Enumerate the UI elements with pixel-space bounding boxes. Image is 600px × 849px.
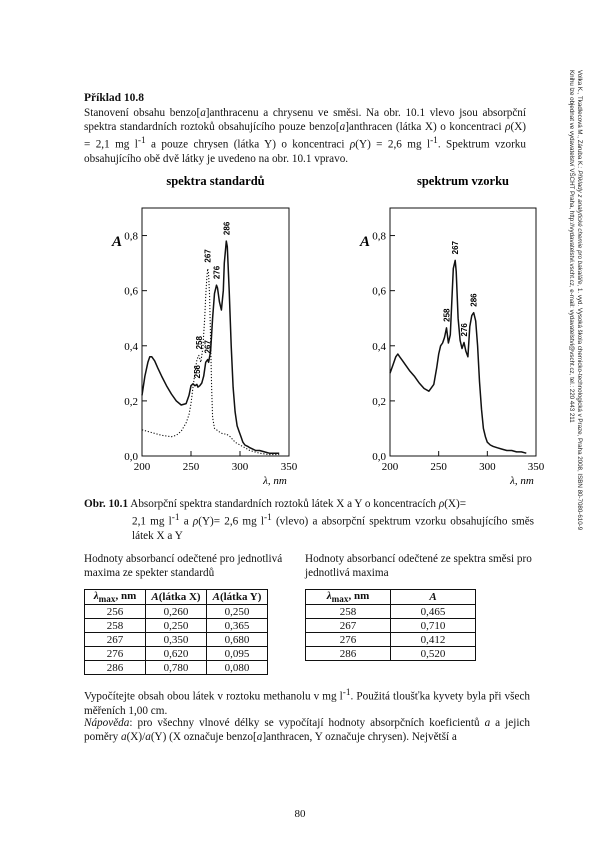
table-mixture-cell: 0,710 <box>391 619 476 633</box>
table-standards-cell: 0,780 <box>146 661 207 675</box>
table-standards-header-cell: A(látka Y) <box>207 590 268 605</box>
example-title: Příklad 10.8 <box>84 92 145 104</box>
hint-text: Nápověda: pro všechny vlnové délky se vypočítají hodnoty absorpčních koeficientů a a jejich poměry a(X)/a(Y) (X označuje benzo[a]anthracen, Y označuje chrysen). Největší a <box>84 717 530 744</box>
table-row <box>306 647 476 661</box>
table-mixture-header <box>306 590 476 605</box>
table-row <box>306 633 476 647</box>
table-mixture-cell: 0,520 <box>391 647 476 661</box>
y-tick-label: 0,4 <box>124 340 138 353</box>
y-tick-label: 0,0 <box>372 451 386 463</box>
chart-title: spektrum vzorku <box>416 174 510 188</box>
table-row <box>85 633 268 647</box>
peak-label: 258 <box>442 308 452 322</box>
table-standards-cell: 0,250 <box>146 619 207 633</box>
x-tick-label: 350 <box>527 461 545 473</box>
peak-label: 286 <box>469 293 479 307</box>
peak-label: 258 <box>194 336 204 350</box>
y-tick-label: 0,2 <box>372 395 386 408</box>
x-tick-label: 200 <box>381 461 399 473</box>
table-standards-cell: 286 <box>85 661 146 675</box>
x-tick-label: 300 <box>479 461 496 473</box>
x-tick-label: 350 <box>280 461 298 473</box>
table-mixture <box>305 589 476 661</box>
peak-label: 286 <box>222 221 232 236</box>
y-tick-label: 0,8 <box>124 230 138 243</box>
chart-panel-2 <box>359 174 545 487</box>
side-citation-text: Volka K., Tkadlecová M., Záruba K.: Příklady z analytické chemie pro bakaláře, 1. vyd. Vysoká škola chemicko-technologická v Praze, Praha 2008, ISBN 80-7080-610-9 Knihu lze objednat ve vydavatelství VŠCHT Praha, http://vydavatelstvi.vscht.cz, e-mail: vydavatelstvi@vscht.cz, tel.: 220 443 211 <box>567 70 583 531</box>
note-standards: Hodnoty absorbancí odečtené pro jednotlivá maxima ze spekter standardů <box>84 553 283 580</box>
y-tick-label: 0,4 <box>372 340 386 353</box>
y-tick-label: 0,2 <box>124 395 138 408</box>
table-standards-cell: 0,095 <box>207 647 268 661</box>
series-line-solid <box>390 260 526 453</box>
table-standards-cell: 256 <box>85 605 146 619</box>
peak-label: 276 <box>212 265 222 280</box>
table-mixture-cell: 276 <box>306 633 391 647</box>
table-standards-body <box>85 605 268 675</box>
peak-label: 267 <box>451 240 461 255</box>
table-row <box>85 605 268 619</box>
table-mixture-cell: 0,412 <box>391 633 476 647</box>
table-row <box>306 619 476 633</box>
peak-label: 256 <box>192 364 202 379</box>
x-tick-label: 250 <box>182 461 200 473</box>
table-row <box>306 605 476 619</box>
table-standards-cell: 0,080 <box>207 661 268 675</box>
y-tick-label: 0,6 <box>124 285 138 298</box>
table-standards-cell: 258 <box>85 619 146 633</box>
table-standards-header <box>85 590 268 605</box>
table-standards-cell: 0,260 <box>146 605 207 619</box>
x-tick-label: 200 <box>133 461 151 473</box>
table-mixture-header-cell: A <box>391 590 476 605</box>
note-mixture: Hodnoty absorbancí odečtené ze spektra směsi pro jednotlivá maxima <box>305 553 532 580</box>
figure-caption-text: Absorpční spektra standardních roztoků látek X a Y o koncentracích ρ(X)= 2,1 mg $l^{-1}$ a ρ(Y)= 2,6 mg $l^{-1}$ (vlevo) a absorpční spektrum vzorku obsahujícího směs látek X a Y <box>130 498 535 543</box>
plot-frame <box>142 208 289 456</box>
y-axis-label: A <box>360 234 371 250</box>
table-mixture-cell: 258 <box>306 605 391 619</box>
peak-label: 267 <box>203 340 213 354</box>
y-tick-label: 0,8 <box>372 230 386 243</box>
x-axis-label: λ, nm <box>510 475 534 487</box>
peak-label: 267 <box>203 249 213 263</box>
table-mixture-cell: 286 <box>306 647 391 661</box>
table-mixture-body <box>306 605 476 661</box>
table-mixture-cell: 267 <box>306 619 391 633</box>
peak-label: 276 <box>459 323 469 337</box>
x-tick-label: 250 <box>430 461 447 473</box>
table-standards <box>84 589 268 675</box>
table-standards-cell: 0,350 <box>146 633 207 647</box>
table-row <box>85 619 268 633</box>
table-standards-cell: 0,250 <box>207 605 268 619</box>
side-citation <box>555 70 595 670</box>
table-standards-cell: 276 <box>85 647 146 661</box>
example-intro: Stanovení obsahu benzo[a]anthracenu a chrysenu ve směsi. Na obr. 10.1 vlevo jsou absorpční spektra standardních roztoků obsahujícího pouze benzo[a]anthracen (látka X) o koncentraci ρ(X) = 2,1 mg $l^{-1}$ a pouze chrysen (látka Y) o koncentraci ρ(Y) = 2,6 mg $l^{-1}$. Spektrum vzorku obsahujícího obě dvě látky je uvedeno na obr. 10.1 vpravo. <box>84 107 526 166</box>
table-standards-cell: 0,620 <box>146 647 207 661</box>
x-tick-label: 300 <box>231 461 249 473</box>
x-axis-label: λ, nm <box>263 475 287 487</box>
series-line-dotted <box>142 269 279 455</box>
table-row <box>85 661 268 675</box>
table-standards-cell: 267 <box>85 633 146 647</box>
task-text: Vypočítejte obsah obou látek v roztoku methanolu v mg $l^{-1}$. Použitá tloušťka kyvety byla při všech měřeních 1,00 cm. <box>84 688 531 717</box>
table-standards-cell: 0,680 <box>207 633 268 647</box>
y-axis-label: A <box>112 234 123 250</box>
figure-caption <box>84 497 534 543</box>
table-row <box>85 647 268 661</box>
table-mixture-cell: 0,465 <box>391 605 476 619</box>
figure-spectra <box>70 165 550 490</box>
figure-caption-label: Obr. 10.1 <box>84 498 129 510</box>
table-mixture-header-cell: $\lambda_{max}$, nm <box>306 590 391 605</box>
table-standards-header-cell: A(látka X) <box>146 590 207 605</box>
table-standards-cell: 0,365 <box>207 619 268 633</box>
table-standards-header-cell: $\lambda_{max}$, nm <box>85 590 146 605</box>
chart-panel-1 <box>111 174 298 487</box>
y-tick-label: 0,0 <box>124 451 138 463</box>
page-number: 80 <box>294 808 306 820</box>
y-tick-label: 0,6 <box>372 285 386 298</box>
chart-title: spektra standardů <box>166 174 265 188</box>
